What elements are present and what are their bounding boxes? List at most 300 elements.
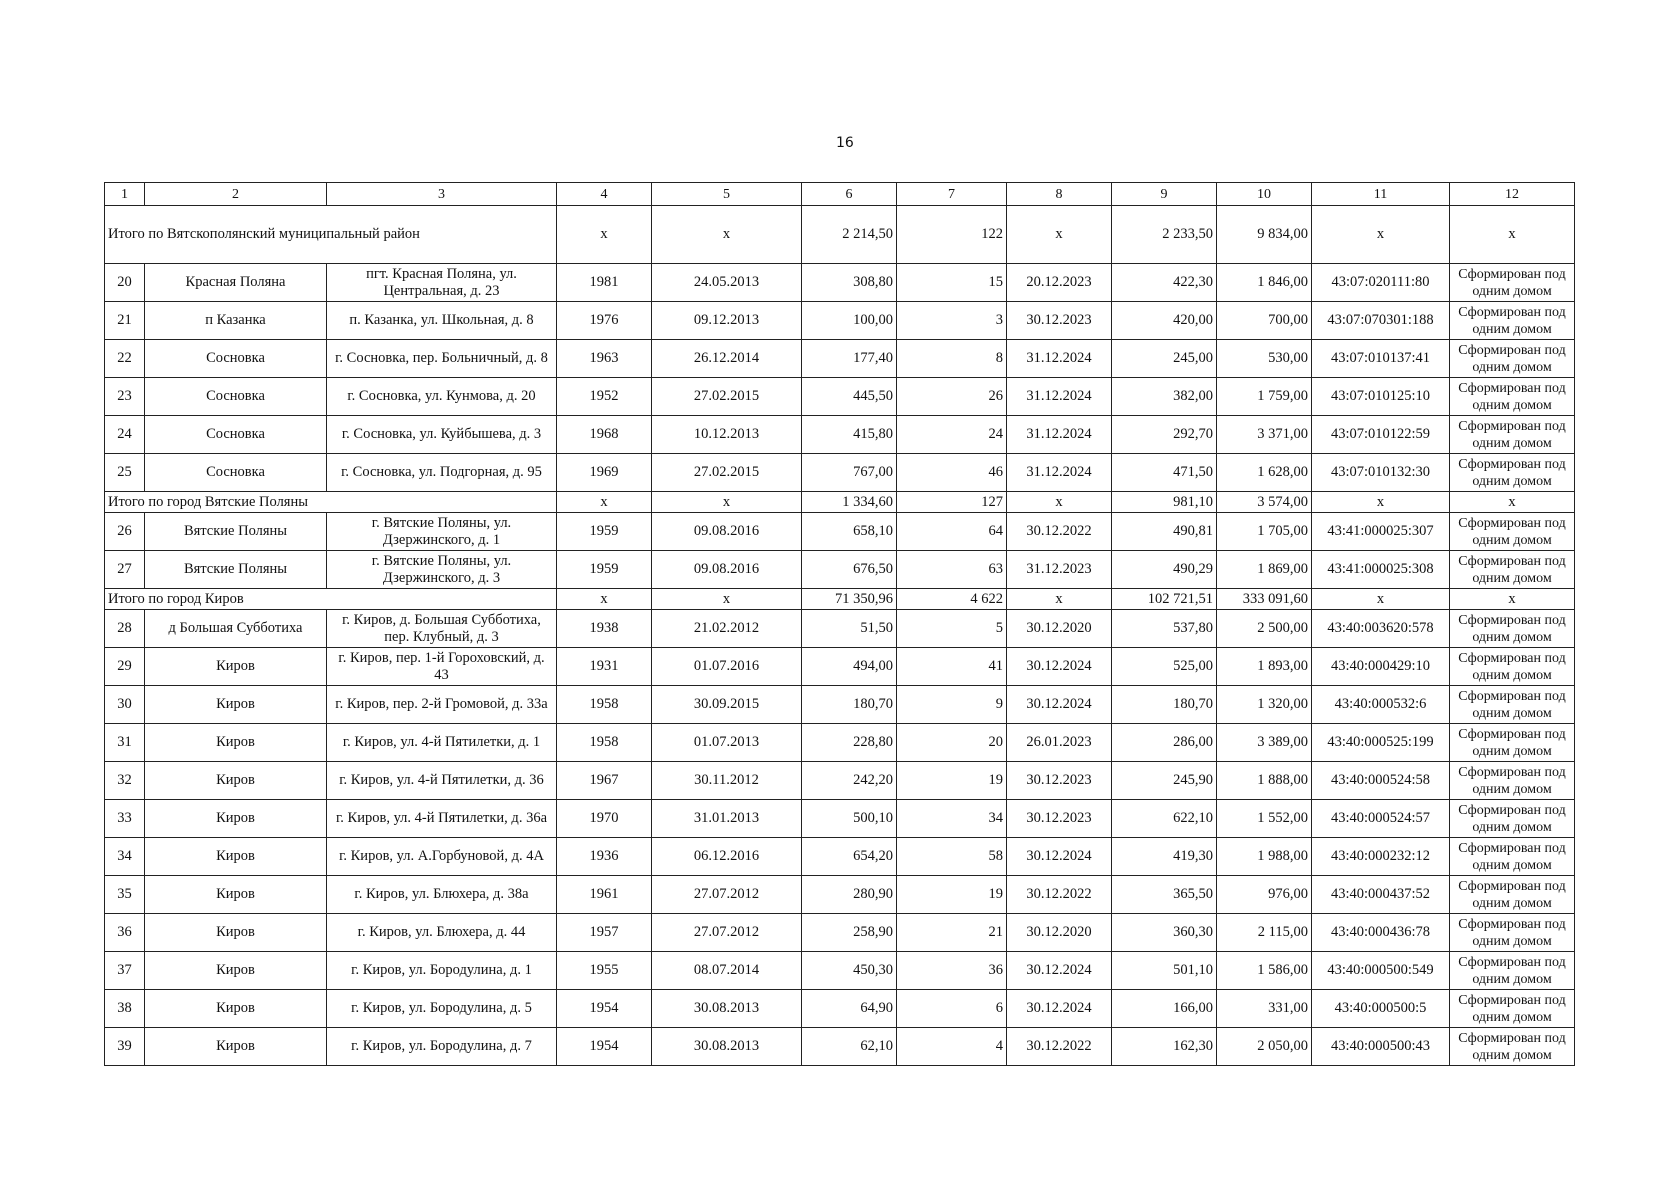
- subtotal-area: 71 350,96: [802, 589, 897, 610]
- land-area: 422,30: [1112, 264, 1217, 302]
- column-number: 6: [802, 183, 897, 206]
- living-area: 228,80: [802, 724, 897, 762]
- house-address: г. Сосновка, ул. Подгорная, д. 95: [327, 454, 557, 492]
- row-number: 25: [105, 454, 145, 492]
- house-address: г. Вятские Поляны, ул. Дзержинского, д. 1: [327, 513, 557, 551]
- row-number: 37: [105, 952, 145, 990]
- land-status: Сформирован под одним домом: [1450, 838, 1575, 876]
- residents-count: 3: [897, 302, 1007, 340]
- house-address: г. Киров, д. Большая Субботиха, пер. Клубный, д. 3: [327, 610, 557, 648]
- build-year: 1957: [557, 914, 652, 952]
- land-area: 166,00: [1112, 990, 1217, 1028]
- row-number: 36: [105, 914, 145, 952]
- subtotal-label: Итого по город Вятские Поляны: [105, 492, 557, 513]
- land-status: Сформирован под одним домом: [1450, 551, 1575, 589]
- residents-count: 9: [897, 686, 1007, 724]
- build-year: 1970: [557, 800, 652, 838]
- subtotal-land: 102 721,51: [1112, 589, 1217, 610]
- living-area: 258,90: [802, 914, 897, 952]
- table-row: [105, 876, 1575, 914]
- build-year: 1959: [557, 513, 652, 551]
- cadastral-number: 43:40:000525:199: [1312, 724, 1450, 762]
- recognition-date: 30.09.2015: [652, 686, 802, 724]
- column-number: 2: [145, 183, 327, 206]
- house-address: г. Киров, пер. 2-й Громовой, д. 33а: [327, 686, 557, 724]
- row-number: 26: [105, 513, 145, 551]
- recognition-date: 09.08.2016: [652, 551, 802, 589]
- build-year: 1959: [557, 551, 652, 589]
- cadastral-number: 43:40:000500:43: [1312, 1028, 1450, 1066]
- subtotal-cell: х: [652, 206, 802, 264]
- page-number: 16: [836, 135, 854, 151]
- land-area: 180,70: [1112, 686, 1217, 724]
- land-area: 286,00: [1112, 724, 1217, 762]
- build-year: 1961: [557, 876, 652, 914]
- column-number: 7: [897, 183, 1007, 206]
- recognition-date: 31.01.2013: [652, 800, 802, 838]
- living-area: 658,10: [802, 513, 897, 551]
- subtotal-label: Итого по город Киров: [105, 589, 557, 610]
- row-number: 33: [105, 800, 145, 838]
- recognition-date: 30.08.2013: [652, 990, 802, 1028]
- recognition-date: 27.07.2012: [652, 914, 802, 952]
- living-area: 767,00: [802, 454, 897, 492]
- residents-count: 64: [897, 513, 1007, 551]
- residents-count: 21: [897, 914, 1007, 952]
- subtotal-land: 2 233,50: [1112, 206, 1217, 264]
- cadastral-number: 43:40:000500:549: [1312, 952, 1450, 990]
- land-area: 162,30: [1112, 1028, 1217, 1066]
- recognition-date: 24.05.2013: [652, 264, 802, 302]
- cadastral-cost: 1 888,00: [1217, 762, 1312, 800]
- cadastral-cost: 3 389,00: [1217, 724, 1312, 762]
- build-year: 1936: [557, 838, 652, 876]
- living-area: 445,50: [802, 378, 897, 416]
- residents-count: 4: [897, 1028, 1007, 1066]
- cadastral-number: 43:07:020111:80: [1312, 264, 1450, 302]
- recognition-date: 01.07.2016: [652, 648, 802, 686]
- table-row: [105, 648, 1575, 686]
- land-status: Сформирован под одним домом: [1450, 416, 1575, 454]
- subtotal-row: [105, 589, 1575, 610]
- resettlement-deadline: 30.12.2022: [1007, 876, 1112, 914]
- build-year: 1931: [557, 648, 652, 686]
- cadastral-number: 43:40:000436:78: [1312, 914, 1450, 952]
- cadastral-cost: 1 705,00: [1217, 513, 1312, 551]
- column-number-row: [105, 183, 1575, 206]
- subtotal-cell: х: [652, 589, 802, 610]
- row-number: 34: [105, 838, 145, 876]
- cadastral-number: 43:40:000532:6: [1312, 686, 1450, 724]
- row-number: 38: [105, 990, 145, 1028]
- land-status: Сформирован под одним домом: [1450, 724, 1575, 762]
- column-number: 5: [652, 183, 802, 206]
- settlement-name: Красная Поляна: [145, 264, 327, 302]
- settlement-name: Киров: [145, 686, 327, 724]
- land-area: 382,00: [1112, 378, 1217, 416]
- land-area: 419,30: [1112, 838, 1217, 876]
- house-address: г. Сосновка, ул. Куйбышева, д. 3: [327, 416, 557, 454]
- subtotal-cell: х: [1450, 492, 1575, 513]
- table-row: [105, 724, 1575, 762]
- land-status: Сформирован под одним домом: [1450, 454, 1575, 492]
- table-row: [105, 454, 1575, 492]
- cadastral-cost: 1 586,00: [1217, 952, 1312, 990]
- build-year: 1976: [557, 302, 652, 340]
- cadastral-number: 43:41:000025:308: [1312, 551, 1450, 589]
- settlement-name: Киров: [145, 914, 327, 952]
- land-area: 245,90: [1112, 762, 1217, 800]
- living-area: 100,00: [802, 302, 897, 340]
- cadastral-number: 43:40:003620:578: [1312, 610, 1450, 648]
- living-area: 450,30: [802, 952, 897, 990]
- cadastral-cost: 1 988,00: [1217, 838, 1312, 876]
- settlement-name: Киров: [145, 724, 327, 762]
- cadastral-cost: 1 759,00: [1217, 378, 1312, 416]
- table-row: [105, 378, 1575, 416]
- settlement-name: Вятские Поляны: [145, 551, 327, 589]
- build-year: 1967: [557, 762, 652, 800]
- cadastral-cost: 1 552,00: [1217, 800, 1312, 838]
- land-status: Сформирован под одним домом: [1450, 378, 1575, 416]
- settlement-name: Вятские Поляны: [145, 513, 327, 551]
- land-status: Сформирован под одним домом: [1450, 952, 1575, 990]
- living-area: 280,90: [802, 876, 897, 914]
- land-status: Сформирован под одним домом: [1450, 686, 1575, 724]
- build-year: 1954: [557, 990, 652, 1028]
- subtotal-cell: х: [557, 206, 652, 264]
- row-number: 32: [105, 762, 145, 800]
- recognition-date: 27.02.2015: [652, 378, 802, 416]
- land-status: Сформирован под одним домом: [1450, 513, 1575, 551]
- subtotal-label: Итого по Вятскополянский муниципальный район: [105, 206, 557, 264]
- resettlement-deadline: 30.12.2023: [1007, 762, 1112, 800]
- resettlement-deadline: 30.12.2024: [1007, 990, 1112, 1028]
- table-row: [105, 551, 1575, 589]
- land-status: Сформирован под одним домом: [1450, 1028, 1575, 1066]
- land-status: Сформирован под одним домом: [1450, 302, 1575, 340]
- row-number: 22: [105, 340, 145, 378]
- resettlement-deadline: 30.12.2024: [1007, 952, 1112, 990]
- cadastral-number: 43:40:000232:12: [1312, 838, 1450, 876]
- land-area: 622,10: [1112, 800, 1217, 838]
- house-address: г. Киров, ул. 4-й Пятилетки, д. 36: [327, 762, 557, 800]
- row-number: 23: [105, 378, 145, 416]
- house-address: г. Киров, ул. Бородулина, д. 1: [327, 952, 557, 990]
- residents-count: 15: [897, 264, 1007, 302]
- living-area: 500,10: [802, 800, 897, 838]
- column-number: 8: [1007, 183, 1112, 206]
- cadastral-number: 43:07:010122:59: [1312, 416, 1450, 454]
- row-number: 31: [105, 724, 145, 762]
- table-row: [105, 610, 1575, 648]
- recognition-date: 27.02.2015: [652, 454, 802, 492]
- subtotal-cell: х: [1450, 206, 1575, 264]
- house-address: г. Киров, ул. 4-й Пятилетки, д. 36а: [327, 800, 557, 838]
- house-address: г. Киров, ул. Бородулина, д. 5: [327, 990, 557, 1028]
- residents-count: 19: [897, 876, 1007, 914]
- resettlement-deadline: 31.12.2024: [1007, 340, 1112, 378]
- row-number: 21: [105, 302, 145, 340]
- build-year: 1954: [557, 1028, 652, 1066]
- build-year: 1938: [557, 610, 652, 648]
- column-number: 12: [1450, 183, 1575, 206]
- house-address: г. Киров, пер. 1-й Гороховский, д. 43: [327, 648, 557, 686]
- land-area: 490,29: [1112, 551, 1217, 589]
- housing-register-table: [104, 182, 1575, 1066]
- cadastral-number: 43:40:000500:5: [1312, 990, 1450, 1028]
- build-year: 1952: [557, 378, 652, 416]
- residents-count: 34: [897, 800, 1007, 838]
- living-area: 415,80: [802, 416, 897, 454]
- recognition-date: 26.12.2014: [652, 340, 802, 378]
- residents-count: 8: [897, 340, 1007, 378]
- land-status: Сформирован под одним домом: [1450, 762, 1575, 800]
- build-year: 1955: [557, 952, 652, 990]
- build-year: 1969: [557, 454, 652, 492]
- cadastral-number: 43:07:010132:30: [1312, 454, 1450, 492]
- subtotal-cell: х: [1312, 492, 1450, 513]
- settlement-name: Сосновка: [145, 378, 327, 416]
- residents-count: 5: [897, 610, 1007, 648]
- build-year: 1963: [557, 340, 652, 378]
- settlement-name: Киров: [145, 800, 327, 838]
- subtotal-residents: 4 622: [897, 589, 1007, 610]
- residents-count: 20: [897, 724, 1007, 762]
- living-area: 62,10: [802, 1028, 897, 1066]
- cadastral-cost: 2 050,00: [1217, 1028, 1312, 1066]
- cadastral-cost: 1 869,00: [1217, 551, 1312, 589]
- subtotal-residents: 122: [897, 206, 1007, 264]
- residents-count: 63: [897, 551, 1007, 589]
- row-number: 35: [105, 876, 145, 914]
- settlement-name: Сосновка: [145, 416, 327, 454]
- resettlement-deadline: 30.12.2024: [1007, 838, 1112, 876]
- house-address: пгт. Красная Поляна, ул. Центральная, д. 23: [327, 264, 557, 302]
- cadastral-number: 43:07:010137:41: [1312, 340, 1450, 378]
- living-area: 308,80: [802, 264, 897, 302]
- land-status: Сформирован под одним домом: [1450, 264, 1575, 302]
- land-status: Сформирован под одним домом: [1450, 990, 1575, 1028]
- resettlement-deadline: 30.12.2024: [1007, 648, 1112, 686]
- residents-count: 36: [897, 952, 1007, 990]
- subtotal-area: 2 214,50: [802, 206, 897, 264]
- row-number: 29: [105, 648, 145, 686]
- column-number: 9: [1112, 183, 1217, 206]
- resettlement-deadline: 30.12.2022: [1007, 1028, 1112, 1066]
- residents-count: 41: [897, 648, 1007, 686]
- recognition-date: 09.08.2016: [652, 513, 802, 551]
- cadastral-number: 43:40:000524:57: [1312, 800, 1450, 838]
- residents-count: 24: [897, 416, 1007, 454]
- land-status: Сформирован под одним домом: [1450, 876, 1575, 914]
- table-row: [105, 513, 1575, 551]
- subtotal-land: 981,10: [1112, 492, 1217, 513]
- column-number: 11: [1312, 183, 1450, 206]
- build-year: 1958: [557, 686, 652, 724]
- table-row: [105, 264, 1575, 302]
- column-number: 1: [105, 183, 145, 206]
- table-row: [105, 800, 1575, 838]
- land-area: 420,00: [1112, 302, 1217, 340]
- house-address: г. Киров, ул. Блюхера, д. 38а: [327, 876, 557, 914]
- subtotal-cost: 3 574,00: [1217, 492, 1312, 513]
- cadastral-cost: 700,00: [1217, 302, 1312, 340]
- house-address: г. Киров, ул. 4-й Пятилетки, д. 1: [327, 724, 557, 762]
- settlement-name: Киров: [145, 876, 327, 914]
- table-row: [105, 914, 1575, 952]
- settlement-name: Киров: [145, 762, 327, 800]
- recognition-date: 01.07.2013: [652, 724, 802, 762]
- resettlement-deadline: 30.12.2023: [1007, 302, 1112, 340]
- recognition-date: 09.12.2013: [652, 302, 802, 340]
- settlement-name: Сосновка: [145, 340, 327, 378]
- settlement-name: Киров: [145, 1028, 327, 1066]
- table-row: [105, 340, 1575, 378]
- cadastral-number: 43:41:000025:307: [1312, 513, 1450, 551]
- column-number: 4: [557, 183, 652, 206]
- house-address: г. Сосновка, пер. Больничный, д. 8: [327, 340, 557, 378]
- recognition-date: 30.11.2012: [652, 762, 802, 800]
- cadastral-cost: 2 500,00: [1217, 610, 1312, 648]
- resettlement-deadline: 31.12.2024: [1007, 378, 1112, 416]
- land-status: Сформирован под одним домом: [1450, 800, 1575, 838]
- resettlement-deadline: 20.12.2023: [1007, 264, 1112, 302]
- cadastral-cost: 331,00: [1217, 990, 1312, 1028]
- settlement-name: Киров: [145, 838, 327, 876]
- cadastral-number: 43:40:000437:52: [1312, 876, 1450, 914]
- house-address: г. Сосновка, ул. Кунмова, д. 20: [327, 378, 557, 416]
- cadastral-number: 43:07:010125:10: [1312, 378, 1450, 416]
- cadastral-cost: 1 628,00: [1217, 454, 1312, 492]
- table-row: [105, 952, 1575, 990]
- cadastral-number: 43:07:070301:188: [1312, 302, 1450, 340]
- settlement-name: Киров: [145, 648, 327, 686]
- cadastral-number: 43:40:000429:10: [1312, 648, 1450, 686]
- house-address: г. Вятские Поляны, ул. Дзержинского, д. 3: [327, 551, 557, 589]
- resettlement-deadline: 31.12.2023: [1007, 551, 1112, 589]
- land-area: 365,50: [1112, 876, 1217, 914]
- row-number: 24: [105, 416, 145, 454]
- subtotal-cell: х: [652, 492, 802, 513]
- cadastral-cost: 2 115,00: [1217, 914, 1312, 952]
- cadastral-cost: 3 371,00: [1217, 416, 1312, 454]
- living-area: 51,50: [802, 610, 897, 648]
- build-year: 1981: [557, 264, 652, 302]
- cadastral-cost: 976,00: [1217, 876, 1312, 914]
- recognition-date: 10.12.2013: [652, 416, 802, 454]
- house-address: п. Казанка, ул. Школьная, д. 8: [327, 302, 557, 340]
- land-status: Сформирован под одним домом: [1450, 648, 1575, 686]
- column-number: 3: [327, 183, 557, 206]
- living-area: 494,00: [802, 648, 897, 686]
- subtotal-residents: 127: [897, 492, 1007, 513]
- row-number: 28: [105, 610, 145, 648]
- subtotal-cell: х: [1007, 589, 1112, 610]
- subtotal-cell: х: [1312, 206, 1450, 264]
- row-number: 20: [105, 264, 145, 302]
- subtotal-row: [105, 492, 1575, 513]
- cadastral-number: 43:40:000524:58: [1312, 762, 1450, 800]
- land-area: 360,30: [1112, 914, 1217, 952]
- land-area: 525,00: [1112, 648, 1217, 686]
- resettlement-deadline: 30.12.2020: [1007, 610, 1112, 648]
- table-row: [105, 416, 1575, 454]
- land-area: 501,10: [1112, 952, 1217, 990]
- land-area: 490,81: [1112, 513, 1217, 551]
- residents-count: 26: [897, 378, 1007, 416]
- land-area: 537,80: [1112, 610, 1217, 648]
- cadastral-cost: 530,00: [1217, 340, 1312, 378]
- subtotal-row: [105, 206, 1575, 264]
- house-address: г. Киров, ул. Блюхера, д. 44: [327, 914, 557, 952]
- table-row: [105, 990, 1575, 1028]
- table-row: [105, 686, 1575, 724]
- recognition-date: 06.12.2016: [652, 838, 802, 876]
- cadastral-cost: 1 320,00: [1217, 686, 1312, 724]
- recognition-date: 21.02.2012: [652, 610, 802, 648]
- subtotal-cell: х: [1007, 206, 1112, 264]
- build-year: 1958: [557, 724, 652, 762]
- living-area: 64,90: [802, 990, 897, 1028]
- resettlement-deadline: 30.12.2023: [1007, 800, 1112, 838]
- build-year: 1968: [557, 416, 652, 454]
- land-status: Сформирован под одним домом: [1450, 914, 1575, 952]
- subtotal-cell: х: [1450, 589, 1575, 610]
- living-area: 177,40: [802, 340, 897, 378]
- subtotal-cost: 9 834,00: [1217, 206, 1312, 264]
- subtotal-cell: х: [557, 589, 652, 610]
- table-row: [105, 302, 1575, 340]
- living-area: 242,20: [802, 762, 897, 800]
- land-area: 471,50: [1112, 454, 1217, 492]
- recognition-date: 08.07.2014: [652, 952, 802, 990]
- subtotal-cell: х: [1007, 492, 1112, 513]
- resettlement-deadline: 26.01.2023: [1007, 724, 1112, 762]
- cadastral-cost: 1 846,00: [1217, 264, 1312, 302]
- subtotal-cell: х: [557, 492, 652, 513]
- residents-count: 6: [897, 990, 1007, 1028]
- subtotal-area: 1 334,60: [802, 492, 897, 513]
- land-status: Сформирован под одним домом: [1450, 610, 1575, 648]
- subtotal-cell: х: [1312, 589, 1450, 610]
- settlement-name: Киров: [145, 952, 327, 990]
- row-number: 27: [105, 551, 145, 589]
- living-area: 676,50: [802, 551, 897, 589]
- resettlement-deadline: 30.12.2020: [1007, 914, 1112, 952]
- residents-count: 58: [897, 838, 1007, 876]
- land-area: 292,70: [1112, 416, 1217, 454]
- residents-count: 19: [897, 762, 1007, 800]
- resettlement-deadline: 31.12.2024: [1007, 416, 1112, 454]
- settlement-name: Сосновка: [145, 454, 327, 492]
- table-row: [105, 762, 1575, 800]
- house-address: г. Киров, ул. А.Горбуновой, д. 4А: [327, 838, 557, 876]
- land-status: Сформирован под одним домом: [1450, 340, 1575, 378]
- recognition-date: 30.08.2013: [652, 1028, 802, 1066]
- resettlement-deadline: 31.12.2024: [1007, 454, 1112, 492]
- row-number: 30: [105, 686, 145, 724]
- subtotal-cost: 333 091,60: [1217, 589, 1312, 610]
- row-number: 39: [105, 1028, 145, 1066]
- cadastral-cost: 1 893,00: [1217, 648, 1312, 686]
- settlement-name: Киров: [145, 990, 327, 1028]
- resettlement-deadline: 30.12.2022: [1007, 513, 1112, 551]
- house-address: г. Киров, ул. Бородулина, д. 7: [327, 1028, 557, 1066]
- table-row: [105, 1028, 1575, 1066]
- residents-count: 46: [897, 454, 1007, 492]
- settlement-name: п Казанка: [145, 302, 327, 340]
